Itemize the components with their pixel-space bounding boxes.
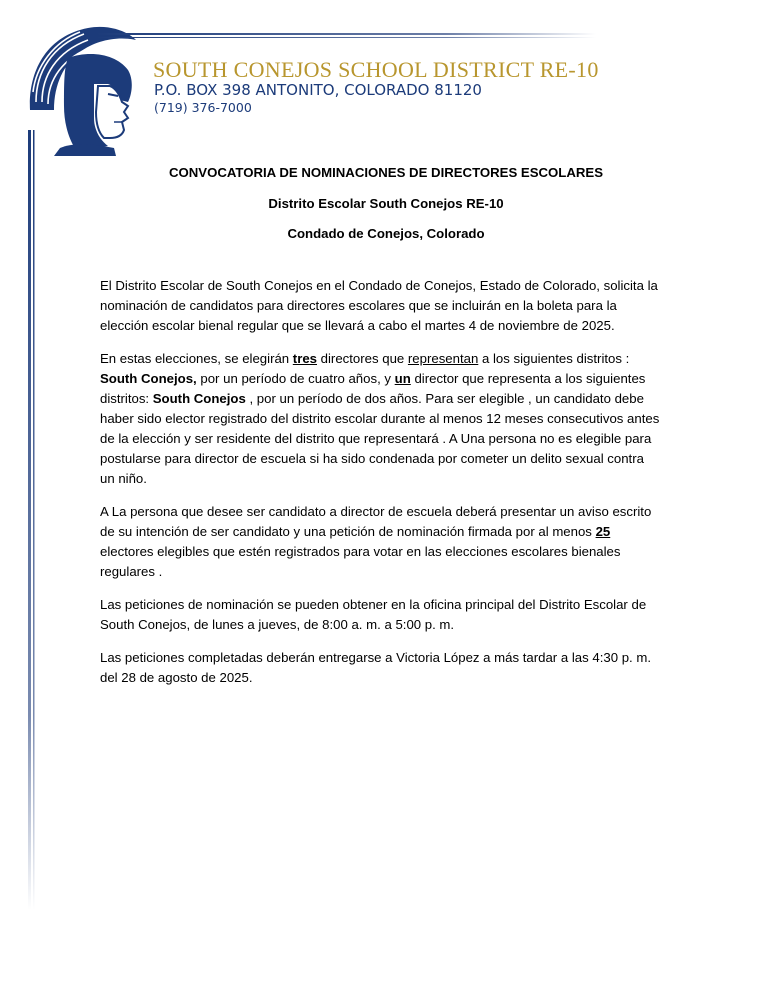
underlined-representan: representan xyxy=(407,351,479,366)
district-phone: (719) 376-7000 xyxy=(154,100,252,115)
paragraph-deadline: Las peticiones completadas deberán entregarse a Victoria López a más tardar a las 4:30 p. m. del 28 de agosto de 2025. xyxy=(100,650,652,685)
paragraph-petition-requirement: A La persona que desee ser candidato a director de escuela deberá presentar un aviso escrito de su intención de ser candidato y una petición de nominación firmada por al menos 25 electores elegibles que estén registrados para votar en las elecciones escolares bienales regulares . xyxy=(100,504,652,579)
district-address: P.O. BOX 398 ANTONITO, COLORADO 81120 xyxy=(154,81,482,99)
spartan-logo xyxy=(24,22,144,157)
paragraph-election-details: En estas elecciones, se elegirán tres directores que representan a los siguientes distritos : South Conejos, por un período de cuatro años, y un director que representa a los siguientes distritos: South Conejos , por un período de dos años. Para ser elegible , un candidato debe haber sido elector registrado del distrito escolar durante al menos 12 meses consecutivos antes de la elección y ser residente del distrito que representará . A Una persona no es elegible para postularse para director de escuela si ha sido condenada por cometer un delito sexual contra un niño. xyxy=(100,351,660,486)
bold-south-conejos-2: South Conejos xyxy=(152,391,246,406)
side-rule xyxy=(24,130,38,910)
document-body xyxy=(100,276,660,701)
document-title: CONVOCATORIA DE NOMINACIONES DE DIRECTORES ESCOLARES xyxy=(168,165,603,180)
paragraph-intro: El Distrito Escolar de South Conejos en el Condado de Conejos, Estado de Colorado, solicita la nominación de candidatos para directores escolares que se incluirán en la boleta para la elección escolar bienal regular que se llevará a cabo el martes 4 de noviembre de 2025. xyxy=(100,278,658,333)
underlined-bold-tres: tres xyxy=(292,351,317,366)
document-headings xyxy=(100,165,672,257)
bold-south-conejos: South Conejos, xyxy=(100,371,197,386)
document-subtitle-county: Condado de Conejos, Colorado xyxy=(287,226,485,241)
underlined-bold-25: 25 xyxy=(595,524,611,539)
document-subtitle-district: Distrito Escolar South Conejos RE-10 xyxy=(268,195,504,211)
paragraph-petition-availability: Las peticiones de nominación se pueden obtener en la oficina principal del Distrito Escolar de South Conejos, de lunes a jueves, de 8:00 a. m. a 5:00 p. m. xyxy=(100,597,647,632)
district-name: SOUTH CONEJOS SCHOOL DISTRICT RE-10 xyxy=(153,57,599,82)
underlined-bold-un: un xyxy=(394,371,411,386)
header-rule xyxy=(96,33,596,39)
